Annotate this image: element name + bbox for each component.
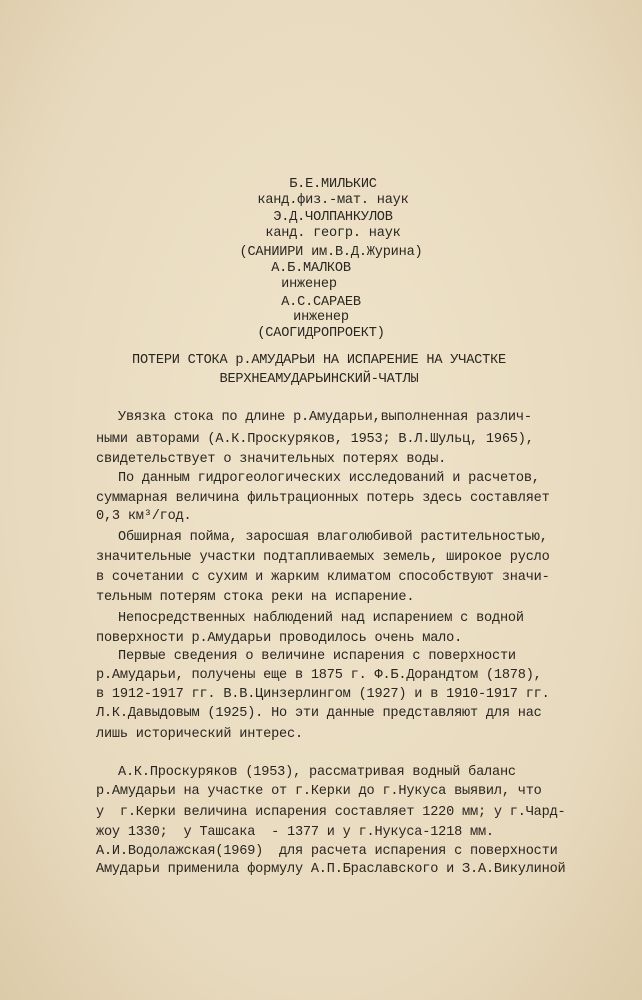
author3-title: инженер — [281, 277, 337, 292]
body-line: значительные участки подтапливаемых земель, широкое русло — [96, 550, 550, 565]
title-line-2: ВЕРХНЕАМУДАРЬИНСКИЙ-ЧАТЛЫ — [219, 372, 419, 387]
author4-name: А.С.САРАЕВ — [281, 295, 361, 310]
body-line: в сочетании с сухим и жарким климатом способствуют значи- — [96, 570, 550, 585]
body-line: По данным гидрогеологических исследований и расчетов, — [118, 471, 540, 486]
body-line: в 1912-1917 гг. В.В.Цинзерлингом (1927) и в 1910-1917 гг. — [96, 687, 550, 702]
body-line: А.И.Водолажская(1969) для расчета испарения с поверхности — [96, 844, 558, 859]
institution-saogidroproekt: (САОГИДРОПРОЕКТ) — [257, 326, 385, 341]
body-line: лишь исторический интерес. — [96, 727, 303, 742]
body-line: А.К.Проскуряков (1953), рассматривая водный баланс — [118, 765, 516, 780]
body-line: у г.Керки величина испарения составляет 1220 мм; у г.Чард- — [96, 805, 566, 820]
title-line-1: ПОТЕРИ СТОКА р.АМУДАРЬИ НА ИСПАРЕНИЕ НА УЧАСТКЕ — [131, 353, 506, 368]
body-line: Л.К.Давыдовым (1925). Но эти данные представляют для нас — [96, 706, 542, 721]
author4-title: инженер — [293, 310, 349, 325]
body-line: свидетельствует о значительных потерях воды. — [96, 452, 447, 467]
body-line: р.Амударьи на участке от г.Керки до г.Нукуса выявил, что — [96, 784, 542, 799]
author1-title: канд.физ.-мат. наук — [257, 193, 409, 208]
body-line: Непосредственных наблюдений над испарением с водной — [118, 611, 524, 626]
body-line: р.Амударьи, получены еще в 1875 г. Ф.Б.Дорандтом (1878), — [96, 668, 542, 683]
author1-name: Б.Е.МИЛЬКИС — [289, 177, 377, 192]
body-line: 0,3 км³/год. — [96, 509, 192, 524]
author3-name: А.Б.МАЛКОВ — [271, 261, 351, 276]
body-line: тельным потерям стока реки на испарение. — [96, 590, 415, 605]
body-line: поверхности р.Амударьи проводилось очень мало. — [96, 631, 463, 646]
author2-name: Э.Д.ЧОЛПАНКУЛОВ — [273, 210, 393, 225]
body-line: жоу 1330; у Ташсака - 1377 и у г.Нукуса-1218 мм. — [96, 825, 494, 840]
body-line: ными авторами (А.К.Проскуряков, 1953; В.Л.Шульц, 1965), — [96, 432, 534, 447]
body-line: Первые сведения о величине испарения с поверхности — [118, 649, 516, 664]
body-line: Амударьи применила формулу А.П.Браславского и З.А.Викулиной — [96, 862, 566, 877]
author2-title: канд. геогр. наук — [265, 226, 401, 241]
body-line: Увязка стока по длине р.Амударьи,выполненная различ- — [118, 410, 532, 425]
institution-saniiri: (САНИИРИ им.В.Д.Журина) — [239, 245, 423, 260]
body-line: суммарная величина фильтрационных потерь здесь составляет — [96, 491, 550, 506]
body-line: Обширная пойма, заросшая влаголюбивой растительностью, — [118, 530, 548, 545]
